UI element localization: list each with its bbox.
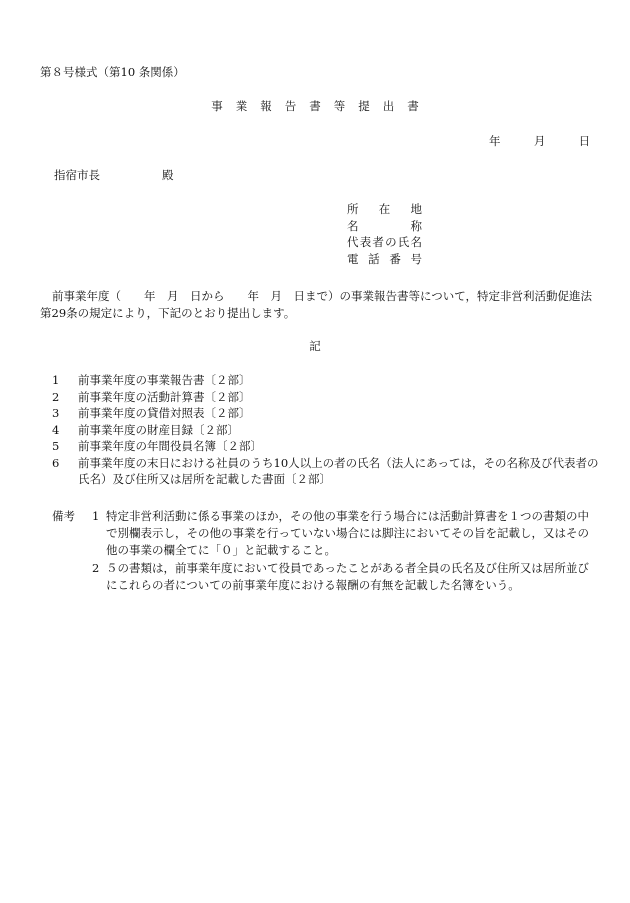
addressee-name: 指宿市長 bbox=[54, 168, 100, 182]
note-entry bbox=[52, 508, 600, 560]
form-number: 第８号様式（第10 条関係） bbox=[40, 65, 185, 79]
item-number: 4 bbox=[52, 422, 60, 437]
list-item bbox=[52, 455, 600, 488]
list-item bbox=[52, 389, 600, 406]
note-number: 2 bbox=[92, 560, 100, 575]
item-text: 前事業年度の活動計算書〔２部〕 bbox=[78, 389, 251, 404]
item-text: 前事業年度の事業報告書〔２部〕 bbox=[78, 373, 251, 387]
item-number: 5 bbox=[52, 439, 60, 453]
addressee-honorific: 殿 bbox=[162, 168, 174, 182]
applicant-block bbox=[347, 201, 422, 267]
notes-label: 備考 bbox=[52, 509, 75, 523]
addressee bbox=[54, 167, 174, 184]
applicant-representative-label: 代表者の氏名 bbox=[347, 235, 422, 249]
date-line bbox=[489, 133, 590, 150]
item-number: 2 bbox=[52, 389, 60, 404]
item-text: 前事業年度の年間役員名簿〔２部〕 bbox=[78, 439, 262, 453]
notes-block bbox=[52, 508, 600, 594]
item-number: 3 bbox=[52, 406, 60, 420]
note-text: ５の書類は，前事業年度において役員であったことがある者全員の氏名及び住所又は居所並びにこれらの者についての前事業年度における報酬の有無を記載した名簿をいう。 bbox=[106, 560, 589, 592]
document-title: 事業報告書等提出書 bbox=[211, 99, 432, 113]
item-number: 1 bbox=[52, 373, 60, 387]
list-item bbox=[52, 372, 600, 389]
date-day: 日 bbox=[578, 134, 591, 148]
list-item bbox=[52, 438, 600, 455]
note-entry bbox=[52, 560, 600, 594]
note-number: 1 bbox=[92, 509, 100, 523]
list-item bbox=[52, 422, 600, 439]
attachment-list bbox=[52, 372, 600, 488]
applicant-phone-label: 電話番号 bbox=[347, 251, 422, 266]
date-year: 年 bbox=[489, 134, 501, 148]
item-number: 6 bbox=[52, 455, 60, 470]
applicant-name-label: 名称 bbox=[347, 218, 422, 233]
date-month: 月 bbox=[533, 134, 546, 148]
intro-paragraph: 前事業年度（ 年 月 日から 年 月 日まで）の事業報告書等について，特定非営利活動促進法第29条の規定により，下記のとおり提出します。 bbox=[40, 289, 593, 320]
list-item bbox=[52, 405, 600, 422]
note-text: 特定非営利活動に係る事業のほか，その他の事業を行う場合には活動計算書を１つの書類の中で別欄表示し，その他の事業を行っていない場合には脚注においてその旨を記載し，又はその他の事業の欄全てに「０」と記載すること。 bbox=[106, 509, 589, 558]
applicant-address-label: 所在地 bbox=[347, 202, 422, 216]
ki-heading: 記 bbox=[309, 339, 321, 353]
item-text: 前事業年度の財産目録〔２部〕 bbox=[78, 422, 239, 437]
item-text: 前事業年度の貸借対照表〔２部〕 bbox=[78, 406, 251, 420]
item-text: 前事業年度の末日における社員のうち10人以上の者の氏名（法人にあっては，その名称及び代表者の氏名）及び住所又は居所を記載した書面〔２部〕 bbox=[78, 455, 599, 486]
